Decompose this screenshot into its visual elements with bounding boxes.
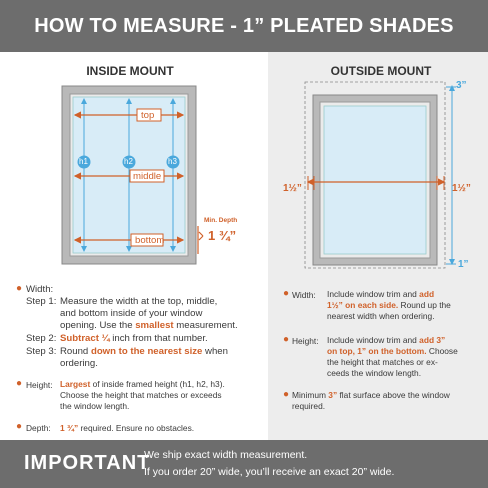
width-label: Width:	[26, 284, 54, 295]
outside-mount-heading: OUTSIDE MOUNT	[330, 64, 432, 78]
right-inch-label: 1½”	[452, 183, 471, 194]
outside-width-bullet: ●	[283, 288, 290, 299]
depth-value-label: 1 ¾”	[208, 228, 237, 243]
depth-bullet: ●	[16, 421, 23, 432]
inside-mount-heading: INSIDE MOUNT	[86, 64, 174, 78]
width-bullet: ●	[16, 283, 23, 294]
h2-label: h2	[124, 157, 133, 166]
step3-text: Round down to the nearest size when	[60, 346, 228, 357]
outside-width-label: Width:	[292, 290, 316, 300]
h3-label: h3	[168, 157, 177, 166]
step1-line-c: opening. Use the smallest measurement.	[60, 320, 238, 331]
outside-width-text: Include window trim and add 1½” on each side. Round up the nearest width when ordering.	[327, 289, 451, 321]
outside-height-label: Height:	[292, 336, 319, 346]
important-heading: IMPORTANT	[24, 452, 151, 474]
step3-label: Step 3:	[26, 346, 57, 357]
footer-line-2: If you order 20” wide, you’ll receive an exact 20” wide.	[144, 466, 395, 478]
step1-line-a: Measure the width at the top, middle,	[60, 296, 218, 307]
outside-height-bullet: ●	[283, 334, 290, 345]
page-title: HOW TO MEASURE - 1” PLEATED SHADES	[0, 0, 488, 52]
footer-line-1: We ship exact width measurement.	[144, 449, 308, 461]
outside-window	[305, 82, 445, 268]
depth-label: Depth:	[26, 423, 51, 433]
height-text: Largest of inside framed height (h1, h2, h3). Choose the height that matches or exceeds the window length.	[60, 379, 225, 411]
middle-label: middle	[133, 171, 162, 182]
outside-min-bullet: ●	[283, 389, 290, 400]
height-label: Height:	[26, 380, 53, 390]
top-label: top	[141, 110, 155, 121]
step2-text: Subtract ¼ inch from that number.	[60, 333, 208, 344]
important-footer	[0, 440, 488, 488]
step3-line-c: ordering.	[60, 358, 98, 369]
depth-text: 1 ¾” required. Ensure no obstacles.	[60, 423, 195, 433]
three-inch-label: 3”	[456, 80, 467, 91]
one-inch-label: 1”	[458, 259, 469, 270]
step1-line-b: and bottom inside of your window	[60, 308, 203, 319]
step1-label: Step 1:	[26, 296, 57, 307]
step2-label: Step 2:	[26, 333, 57, 344]
outside-min-text: Minimum 3” flat surface above the window required.	[292, 390, 450, 411]
h1-label: h1	[79, 157, 88, 166]
outside-height-text: Include window trim and add 3” on top, 1” on the bottom. Choose the height that matches or ex- ceeds the window length.	[327, 335, 458, 378]
bottom-label: bottom	[135, 235, 165, 246]
left-inch-label: 1½”	[283, 183, 302, 194]
min-depth-label: Min. Depth	[204, 217, 238, 224]
height-bullet: ●	[16, 378, 23, 389]
